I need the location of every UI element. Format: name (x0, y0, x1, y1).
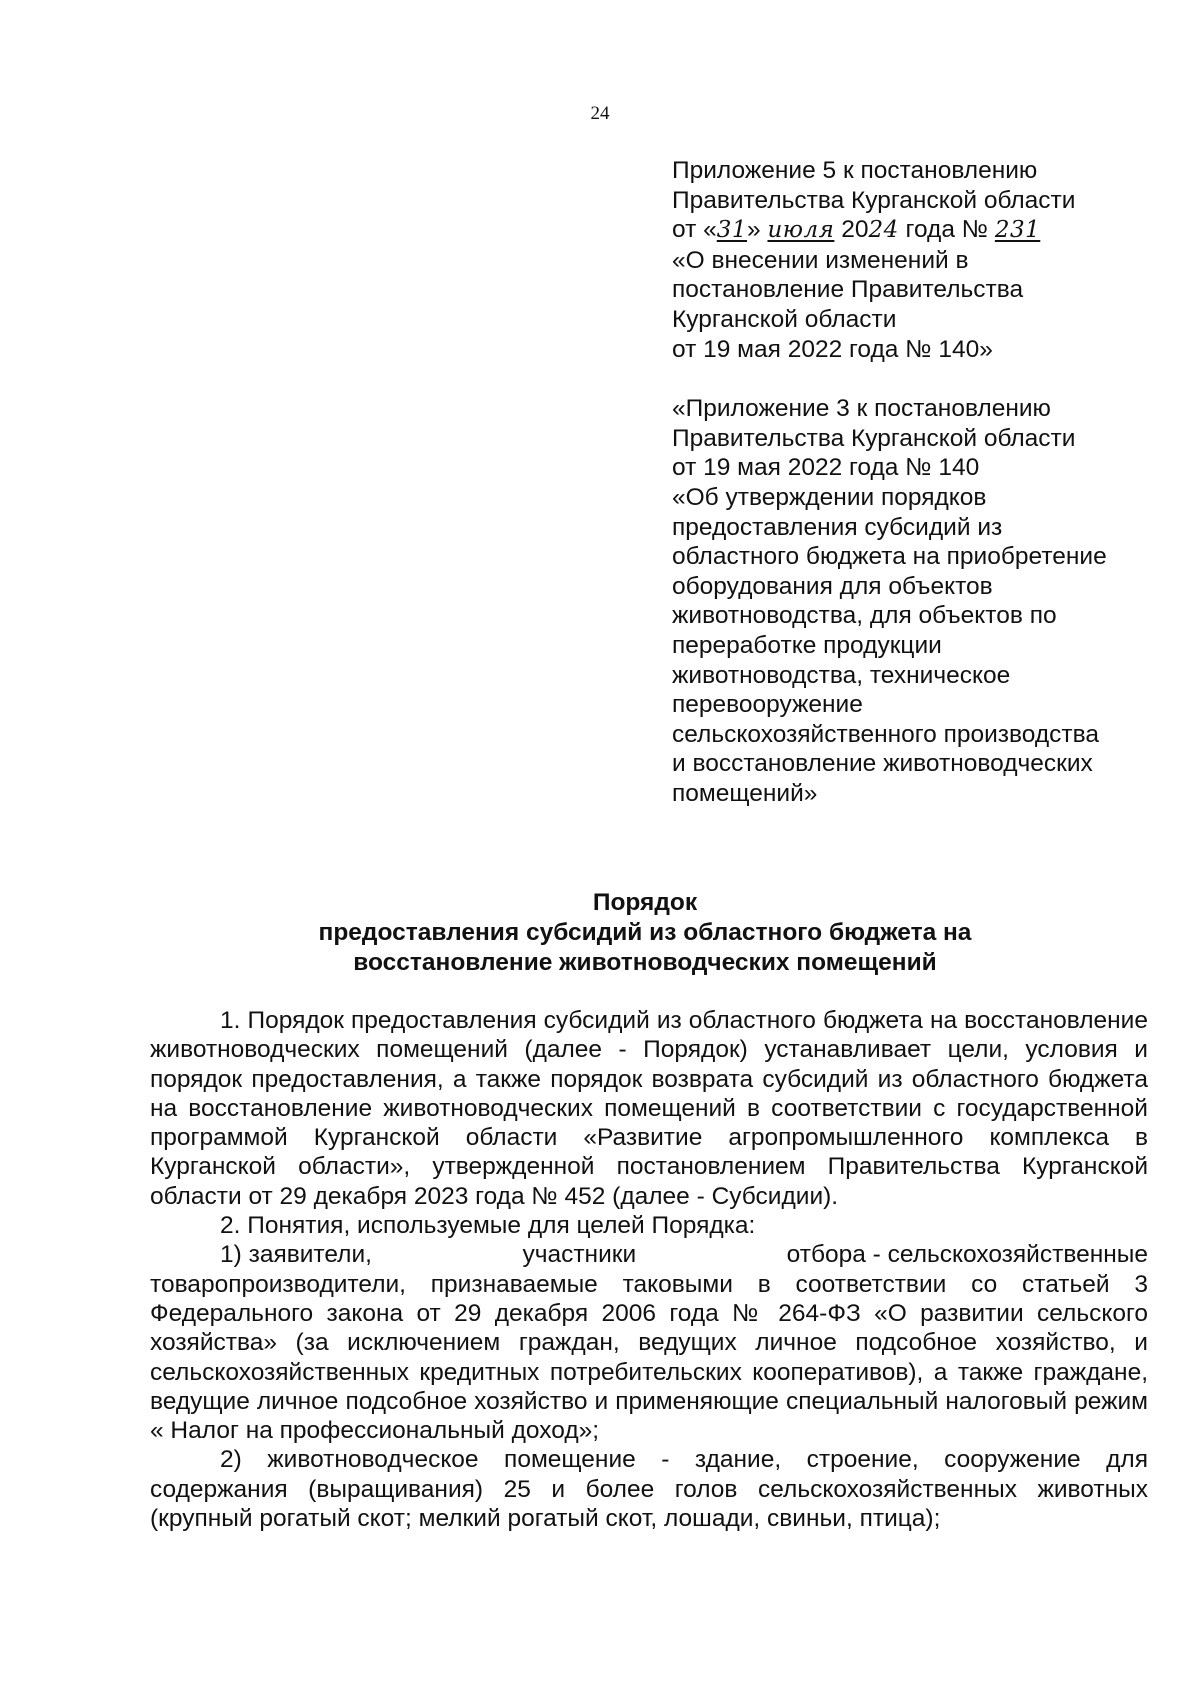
appendix2-line: «Приложение 3 к постановлению (672, 395, 1051, 423)
handwritten-number: 231 (994, 217, 1041, 244)
appendix2-line: помещений» (672, 779, 818, 807)
date-prefix: от « (672, 216, 717, 244)
appendix2-line: и восстановление животноводческих (672, 750, 1093, 778)
appendix-line: «О внесении изменений в (672, 246, 969, 274)
date-after-year: года № (898, 216, 995, 244)
appendix2-line: переработке продукции (672, 631, 942, 659)
appendix2-line: животноводства, техническое (672, 661, 1011, 689)
paragraph-first-line (150, 1240, 1148, 1269)
appendix-line: Курганской области (672, 305, 897, 333)
text-fragment: 1) заявители, (220, 1241, 372, 1269)
title-line: восстановление животноводческих помещений (353, 949, 937, 976)
title-line: предоставления субсидий из областного бюджета на (318, 919, 972, 946)
appendix2-line: от 19 мая 2022 года № 140 (672, 454, 980, 482)
appendix2-line: сельскохозяйственного производства (672, 720, 1099, 748)
paragraph: 2. Понятия, используемые для целей Порядка: (220, 1212, 756, 1240)
document-body (150, 1006, 1148, 1533)
appendix-header (672, 156, 1172, 808)
handwritten-day: 31 (716, 217, 748, 244)
appendix2-line: «Об утверждении порядков (672, 483, 987, 511)
appendix-line: Приложение 5 к постановлению (672, 157, 1038, 184)
appendix-date-line (672, 215, 1172, 246)
appendix2-line: оборудования для объектов (672, 572, 993, 600)
appendix2-line: перевооружение (672, 691, 863, 719)
paragraph: 1. Порядок предоставления субсидий из областного бюджета на восстановление животноводческих помещений (далее - Порядок) устанавливает цели, условия и порядок предоставления, а также порядок возврата субсидий из областного бюджета на восстановление животноводческих помещений в соответствии с государственной программой Курганской области «Развитие агропромышленного комплекса в Курганской области», утвержденной постановлением Правительства Курганской области от 29 декабря 2023 года № 452 (далее - Субсидии). (150, 1007, 1148, 1210)
handwritten-month: июля (767, 217, 835, 244)
appendix2-line: животноводства, для объектов по (672, 602, 1057, 630)
appendix2-line: предоставления субсидий из (672, 513, 1003, 541)
document-title (150, 888, 1140, 978)
text-fragment: участники (522, 1241, 637, 1269)
date-year-prefix: 20 (834, 216, 869, 244)
appendix-line: постановление Правительства (672, 276, 1024, 304)
text-fragment: отбора - сельскохозяйственные (786, 1241, 1148, 1269)
appendix-line: от 19 мая 2022 года № 140» (672, 335, 993, 363)
appendix-line: Правительства Курганской области (672, 186, 1076, 214)
paragraph: товаропроизводители, признаваемые таковыми в соответствии со статьей 3 Федерального закона от 29 декабря 2006 года № 264-ФЗ «О развитии сельского хозяйства» (за исключением граждан, ведущих личное подсобное хозяйство, и сельскохозяйственных кредитных потребительских кооперативов), а также граждане, ведущие личное подсобное хозяйство и применяющие специальный налоговый режим « Налог на профессиональный доход»; (150, 1270, 1148, 1445)
page-number: 24 (590, 103, 610, 124)
date-mid: » (747, 216, 768, 244)
handwritten-year: 24 (868, 217, 899, 244)
appendix2-line: областного бюджета на приобретение (672, 543, 1107, 571)
paragraph: 2) животноводческое помещение - здание, строение, сооружение для содержания (выращивания) 25 и более голов сельскохозяйственных животных (крупный рогатый скот; мелкий рогатый скот, лошади, свиньи, птица); (150, 1446, 1148, 1533)
appendix2-line: Правительства Курганской области (672, 424, 1076, 452)
title-line: Порядок (592, 889, 698, 916)
